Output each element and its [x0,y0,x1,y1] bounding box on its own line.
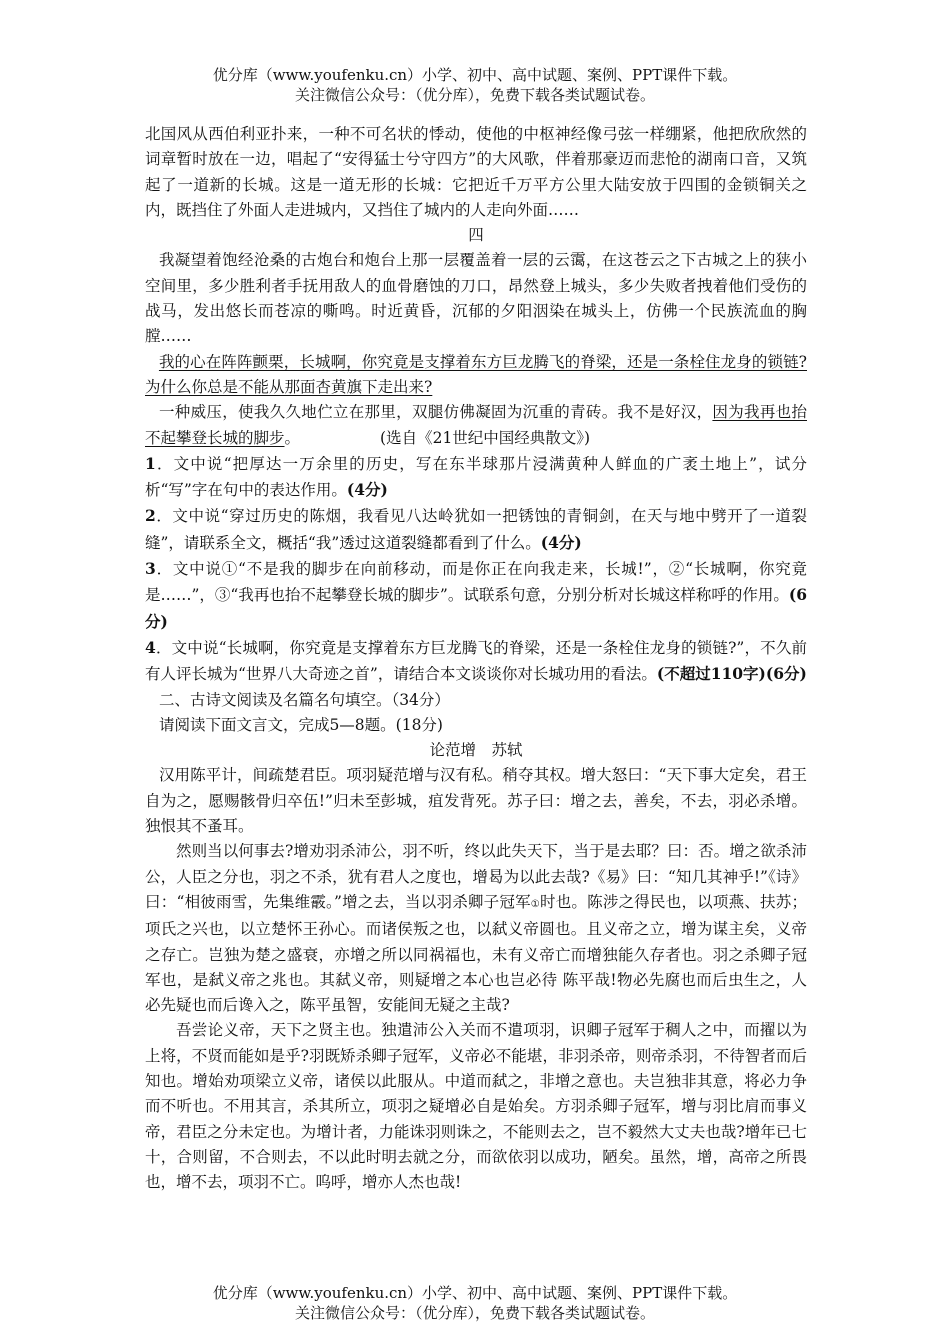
footer-line-1: 优分库（www.youfenku.cn）小学、初中、高中试题、案例、PPT课件下载。 [212,1284,738,1302]
essay-paragraph-heart [145,350,807,401]
question-3 [145,556,807,635]
question-1-number: 1 [145,453,156,473]
classical-text-title: 论范增 苏轼 [429,741,523,760]
page-header [0,65,950,105]
classical-paragraph-2-b: 时也。陈涉之得民也，以项燕、扶苏；项氏之兴也，以立楚怀王孙心。而诸侯叛之也，以弑义帝圆也。且义帝之立，增为谋主矣，义帝之存亡。岂独为楚之盛衰，亦增之所以同祸福也，未有义帝亡而增独能久存者也。羽之杀卿子冠军也，是弑义帝之兆也。其弑义帝，则疑增之本心也岂必待 陈平哉!物必先腐也而后虫生之，人必先疑也而后谗入之，陈平虽智，安能间无疑之主哉? [145,892,807,1015]
header-line-1: 优分库（www.youfenku.cn）小学、初中、高中试题、案例、PPT课件下载。 [212,66,738,84]
question-4-text: ．文中说“长城啊，你究竟是支撑着东方巨龙腾飞的脊梁，还是一条栓住龙身的锁链?”，不久前有人评长城为“世界八大奇迹之首”，请结合本文谈谈你对长城功用的看法。 [145,638,807,684]
essay-source-credit: (选自《21世纪中国经典散文》) [380,428,591,447]
part-two-instruction: 请阅读下面文言文，完成5—8题。(18分) [158,715,443,734]
essay-paragraph-last [145,400,807,451]
essay-paragraph-four: 我凝望着饱经沧桑的古炮台和炮台上那一层覆盖着一层的云霭，在这苍云之下古城之上的狭小空间里，多少胜利者手抚用敌人的血骨磨蚀的刀口，昂然登上城头，多少失败者拽着他们受伤的战马，发出悠长而苍凉的嘶鸣。时近黄昏，沉郁的夕阳洇染在城头上，仿佛一个民族流血的胸膛…… [145,251,807,346]
part-two-heading: 二、古诗文阅读及名篇名句填空。（34分） [158,690,450,709]
question-2-score: (4分) [540,532,582,552]
question-1 [145,451,807,504]
question-2 [145,503,807,556]
question-3-score: (6分) [145,585,807,631]
essay-paragraph-intro: 北国风从西伯利亚扑来，一种不可名状的悸动，使他的中枢神经像弓弦一样绷紧，他把欣欣然的词章暂时放在一边，唱起了“安得猛士兮守四方”的大风歌，伴着那豪迈而悲怆的湖南口音，又筑起了一道新的长城。这是一道无形的长城：它把近千万平方公里大陆安放于四围的金锁铜关之内，既挡住了外面人走进城内，又挡住了城内的人走向外面…… [145,125,807,219]
question-2-number: 2 [145,506,156,526]
question-1-text: ．文中说“把厚达一万余里的历史，写在东半球那片浸满黄种人鲜血的广袤土地上”，试分析“写”字在句中的表达作用。 [145,454,807,500]
classical-paragraph-3: 吾尝论义帝，天下之贤主也。独遣沛公入关而不遣项羽，识卿子冠军于稠人之中，而擢以为上将，不贤而能如是乎?羽既矫杀卿子冠军，义帝必不能堪，非羽杀帝，则帝杀羽，不待智者而后知也。增始劝项梁立义帝，诸侯以此服从。中道而弑之，非增之意也。夫岂独非其意，将必力争而不听也。不用其言，杀其所立，项羽之疑增必自是始矣。方羽杀卿子冠军，增与羽比肩而事义帝，君臣之分未定也。为增计者，力能诛羽则诛之，不能则去之，岂不毅然大丈夫也哉?增年已七十，合则留，不合则去，不以此时明去就之分，而欲依羽以成功，陋矣。虽然，增，高帝之所畏也，增不去，项羽不亡。呜呼，增亦人杰也哉! [145,1021,807,1192]
footnote-marker: ① [530,898,540,910]
classical-paragraph-2 [145,839,807,1018]
section-number-four: 四 [468,226,484,245]
footer-line-2: 关注微信公众号：（优分库），免费下载各类试题试卷。 [294,1304,655,1322]
question-1-score: (4分) [346,480,388,500]
question-3-text: ．文中说①“不是我的脚步在向前移动，而是你正在向我走来，长城!”，②“长城啊，你究竟是……”，③“我再也抬不起攀登长城的脚步”。试联系句意，分别分析对长城这样称呼的作用。 [145,560,807,605]
question-3-number: 3 [145,559,156,579]
essay-last-text: 一种威压，使我久久地伫立在那里，双腿仿佛凝固为沉重的青砖。我不是好汉， [158,403,713,422]
page-footer [0,1283,950,1323]
essay-last-period: 。 [284,428,301,447]
classical-paragraph-1: 汉用陈平计，间疏楚君臣。项羽疑范增与汉有私。稍夺其权。增大怒曰：“天下事大定矣，君王自为之，愿赐骸骨归卒伍!”归未至彭城，疽发背死。苏子曰：增之去，善矣，不去，羽必杀增。独恨其不蚤耳。 [145,766,807,836]
question-2-text: ．文中说“穿过历史的陈烟，我看见八达岭犹如一把锈蚀的青铜剑，在天与地中劈开了一道裂缝”，请联系全文，概括“我”透过这道裂缝都看到了什么。 [145,507,807,552]
question-4-score: (不超过110字)(6分) [656,664,807,684]
classical-paragraph-2-a: 然则当以何事去?增劝羽杀沛公，羽不听，终以此失天下，当于是去耶？曰：否。增之欲杀沛公，人臣之分也，羽之不杀，犹有君人之度也，增曷为以此去哉?《易》曰：“知几其神乎!”《诗》曰：“相彼雨雪，先集维霰。”增之去，当以羽杀卿子冠军 [145,842,807,911]
question-4-number: 4 [145,637,156,657]
underlined-sentence: 我的心在阵阵颤栗，长城啊，你究竟是支撑着东方巨龙腾飞的脊梁，还是一条栓住龙身的锁链?为什么你总是不能从那面杏黄旗下走出来? [145,352,807,396]
underlined-phrase: 因为我再也抬不起攀登长城的脚步 [145,403,807,447]
question-4 [145,635,807,688]
page-content [145,122,807,1195]
header-line-2: 关注微信公众号：（优分库），免费下载各类试题试卷。 [294,86,655,104]
